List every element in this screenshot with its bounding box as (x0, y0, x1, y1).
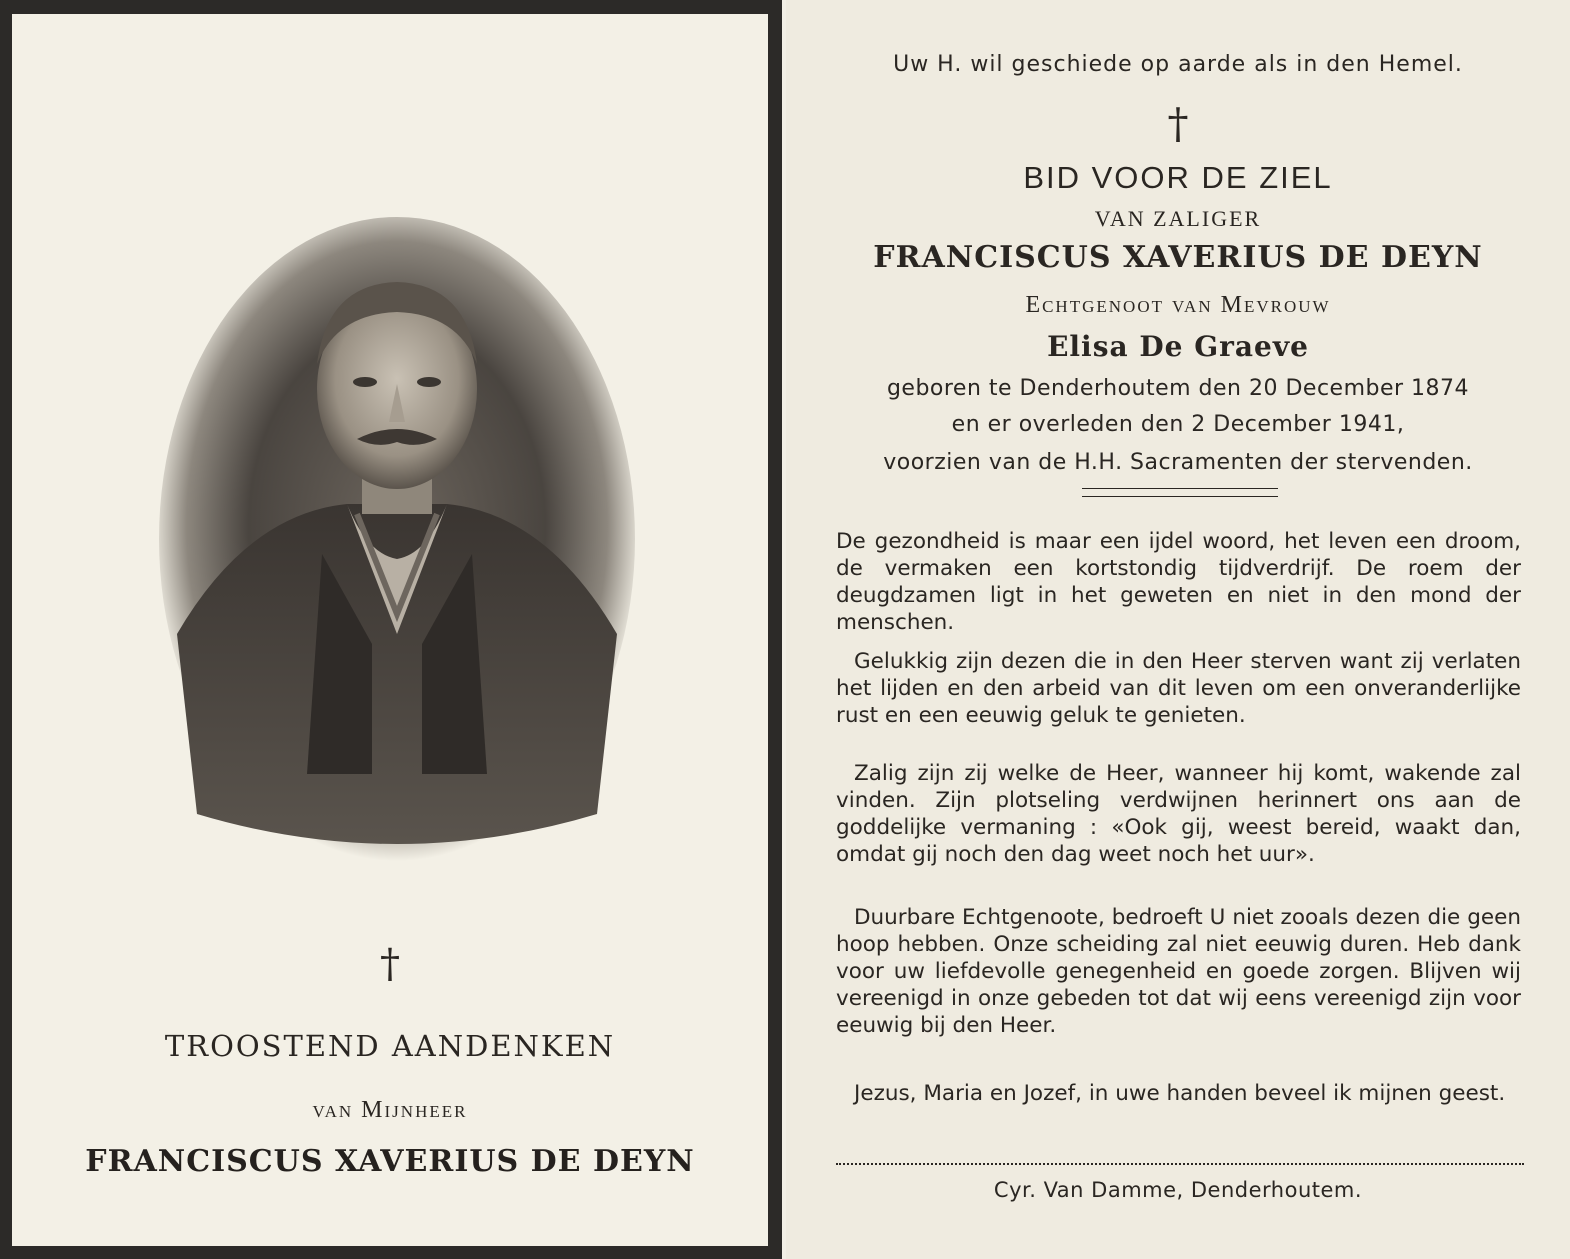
divider (1082, 488, 1278, 489)
paragraph: Jezus, Maria en Jozef, in uwe handen beveel ik mijnen geest. (854, 1081, 1506, 1106)
left-card (0, 0, 782, 1259)
cross-symbol: † (1167, 99, 1189, 148)
memorial-subtitle: van Mijnheer (312, 1097, 468, 1123)
motto: Uw H. wil geschiede op aarde als in den Hemel. (893, 52, 1463, 77)
left-card-inner (12, 14, 768, 1246)
paragraph: Gelukkig zijn dezen die in den Heer sterven want zij verlaten het lijden en den arbeid van dit leven om een onveranderlijke rust en een eeuwig geluk te genieten. (836, 649, 1521, 728)
birth-line: geboren te Denderhoutem den 20 December 1874 (886, 376, 1470, 401)
death-line: en er overleden den 2 December 1941, (951, 412, 1405, 437)
deceased-name: FRANCISCUS XAVERIUS DE DEYN (85, 1144, 695, 1179)
paragraph: De gezondheid is maar een ijdel woord, het leven een droom, de vermaken een kortstondig tijdverdrijf. De roem der deugdzamen ligt in het geweten en niet in den mond der menschen. (836, 529, 1521, 635)
spouse-name: Elisa De Graeve (1047, 330, 1309, 363)
printer-credit: Cyr. Van Damme, Denderhoutem. (993, 1178, 1363, 1202)
divider (1082, 496, 1278, 497)
prayer-heading: BID VOOR DE ZIEL (1023, 160, 1333, 195)
deceased-name: FRANCISCUS XAVERIUS DE DEYN (873, 240, 1483, 275)
paragraph: Zalig zijn zij welke de Heer, wanneer hij komt, wakende zal vinden. Zijn plotseling verdwijnen herinnert ons aan de goddelijke vermaning : «Ook gij, weest bereid, waakt dan, omdat gij noch den dag weet noch het uur». (836, 761, 1521, 867)
cross-symbol: † (380, 941, 400, 987)
van-zaliger: VAN ZALIGER (1094, 206, 1262, 231)
sacraments-line: voorzien van de H.H. Sacramenten der stervenden. (883, 450, 1473, 475)
dotted-divider (836, 1163, 1524, 1165)
portrait-photo (157, 214, 637, 864)
spouse-label: Echtgenoot van Mevrouw (1025, 292, 1331, 318)
right-card (786, 0, 1570, 1259)
paragraph: Duurbare Echtgenoote, bedroeft U niet zooals dezen die geen hoop hebben. Onze scheiding zal niet eeuwig duren. Heb dank voor uw liefdevolle genegenheid en goede zorgen. Blijven wij vereenigd in onze gebeden tot dat wij eens vereenigd zijn voor eeuwig bij den Heer. (836, 905, 1521, 1038)
memorial-title: TROOSTEND AANDENKEN (164, 1029, 616, 1063)
